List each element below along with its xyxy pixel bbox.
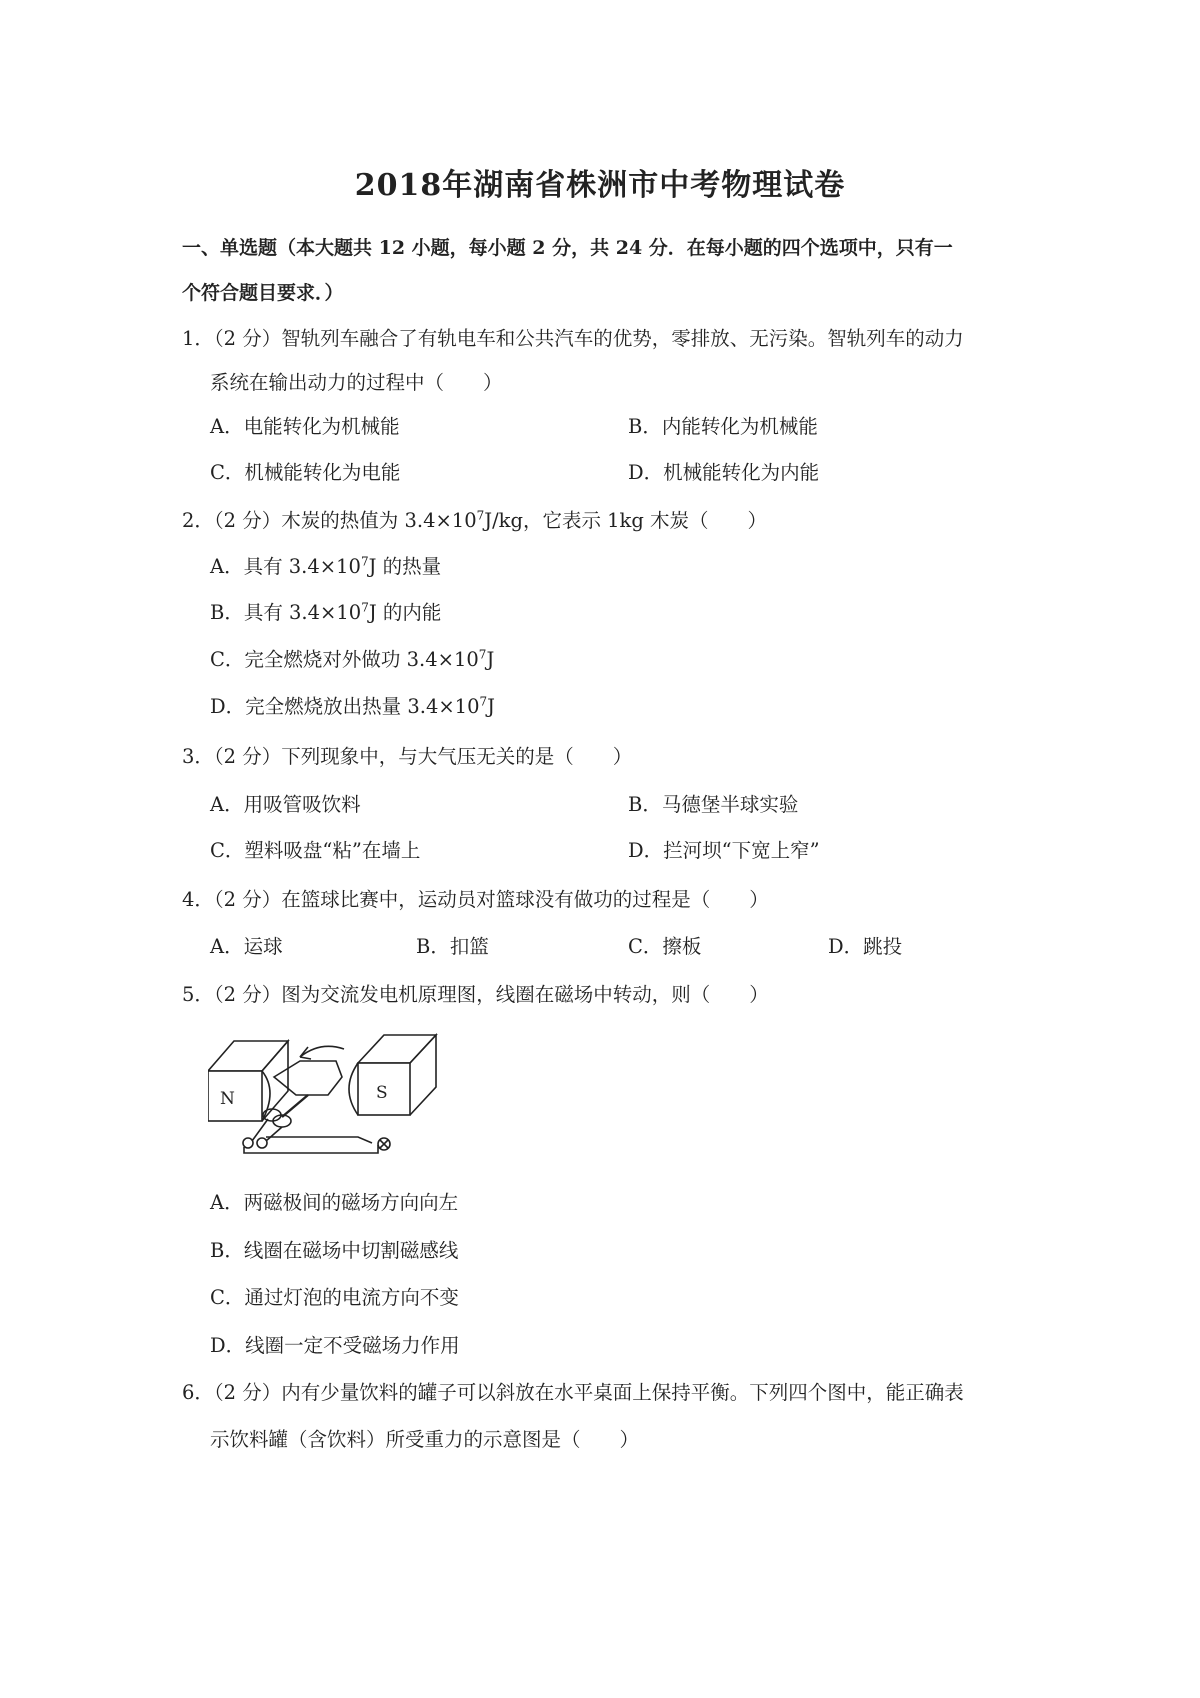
question-1-stem-line1: 1．（2 分）智轨列车融合了有轨电车和公共汽车的优势，零排放、无污染。智轨列车的动力 — [182, 327, 964, 350]
question-3-option-a: A．用吸管吸饮料 — [210, 793, 361, 816]
section-heading-line1: 一、单选题（本大题共 12 小题，每小题 2 分，共 24 分．在每小题的四个选项中，只有一 — [182, 237, 953, 259]
page-title: 2018年湖南省株洲市中考物理试卷 — [354, 168, 846, 203]
question-5-option-c: C．通过灯泡的电流方向不变 — [210, 1286, 459, 1309]
light-bulb-filament — [380, 1140, 388, 1148]
question-2-option-c: C．完全燃烧对外做功 $3.4\times 10^7J$ — [210, 647, 495, 671]
south-magnet-top — [358, 1035, 436, 1063]
question-2-option-a: A．具有 $3.4\times 10^7J$ 的热量 — [210, 554, 442, 578]
coil-loop — [274, 1061, 342, 1095]
south-pole-label: S — [376, 1083, 388, 1103]
question-3-option-b: B．马德堡半球实验 — [628, 793, 799, 816]
question-3-option-d: D．拦河坝“下宽上窄” — [628, 839, 820, 862]
question-1-stem-line2: 系统在输出动力的过程中（ ） — [210, 371, 503, 394]
question-1-option-b: B．内能转化为机械能 — [628, 415, 818, 438]
question-5-option-a: A．两磁极间的磁场方向向左 — [210, 1191, 459, 1214]
question-5-stem: 5．（2 分）图为交流发电机原理图，线圈在磁场中转动，则（ ） — [182, 983, 769, 1006]
question-6-stem-line2: 示饮料罐（含饮料）所受重力的示意图是（ ） — [210, 1428, 640, 1451]
section-heading-line2: 个符合题目要求．） — [182, 282, 344, 304]
question-5-option-b: B．线圈在磁场中切割磁感线 — [210, 1239, 459, 1262]
brush-1 — [243, 1138, 253, 1148]
north-pole-label: N — [220, 1089, 235, 1109]
question-1-option-c: C．机械能转化为电能 — [210, 461, 401, 484]
south-pole-face — [349, 1063, 358, 1115]
question-4-option-b: B．扣篮 — [416, 935, 489, 958]
question-2-option-b: B．具有 $3.4\times 10^7J$ 的内能 — [210, 600, 442, 624]
circuit-wire-top — [266, 1137, 372, 1143]
question-6-stem-line1: 6．（2 分）内有少量饮料的罐子可以斜放在水平桌面上保持平衡。下列四个图中，能正确表 — [182, 1381, 964, 1404]
question-5-option-d: D．线圈一定不受磁场力作用 — [210, 1334, 460, 1357]
question-4-option-c: C．擦板 — [628, 935, 702, 958]
question-1-option-a: A．电能转化为机械能 — [210, 415, 400, 438]
question-2-stem: 2．（2 分）木炭的热值为 $3.4\times 10^7J/kg$，它表示 1kg 木炭（ ） — [182, 508, 768, 532]
axle — [282, 1095, 308, 1117]
question-4-stem: 4．（2 分）在篮球比赛中，运动员对篮球没有做功的过程是（ ） — [182, 888, 769, 911]
ac-generator-diagram — [208, 1033, 450, 1157]
question-3-option-c: C．塑料吸盘“粘”在墙上 — [210, 839, 421, 862]
south-magnet-side — [410, 1035, 436, 1115]
question-4-option-a: A．运球 — [210, 935, 283, 958]
question-1-option-d: D．机械能转化为内能 — [628, 461, 820, 484]
north-magnet-front — [208, 1071, 262, 1121]
question-3-stem: 3．（2 分）下列现象中，与大气压无关的是（ ） — [182, 745, 633, 768]
ac-generator-figure — [208, 1033, 450, 1161]
question-4-option-d: D．跳投 — [828, 935, 903, 958]
circuit-wire-bottom — [244, 1145, 378, 1153]
brush-2 — [257, 1138, 267, 1148]
question-2-option-d: D．完全燃烧放出热量 $3.4\times 10^7J$ — [210, 694, 495, 718]
